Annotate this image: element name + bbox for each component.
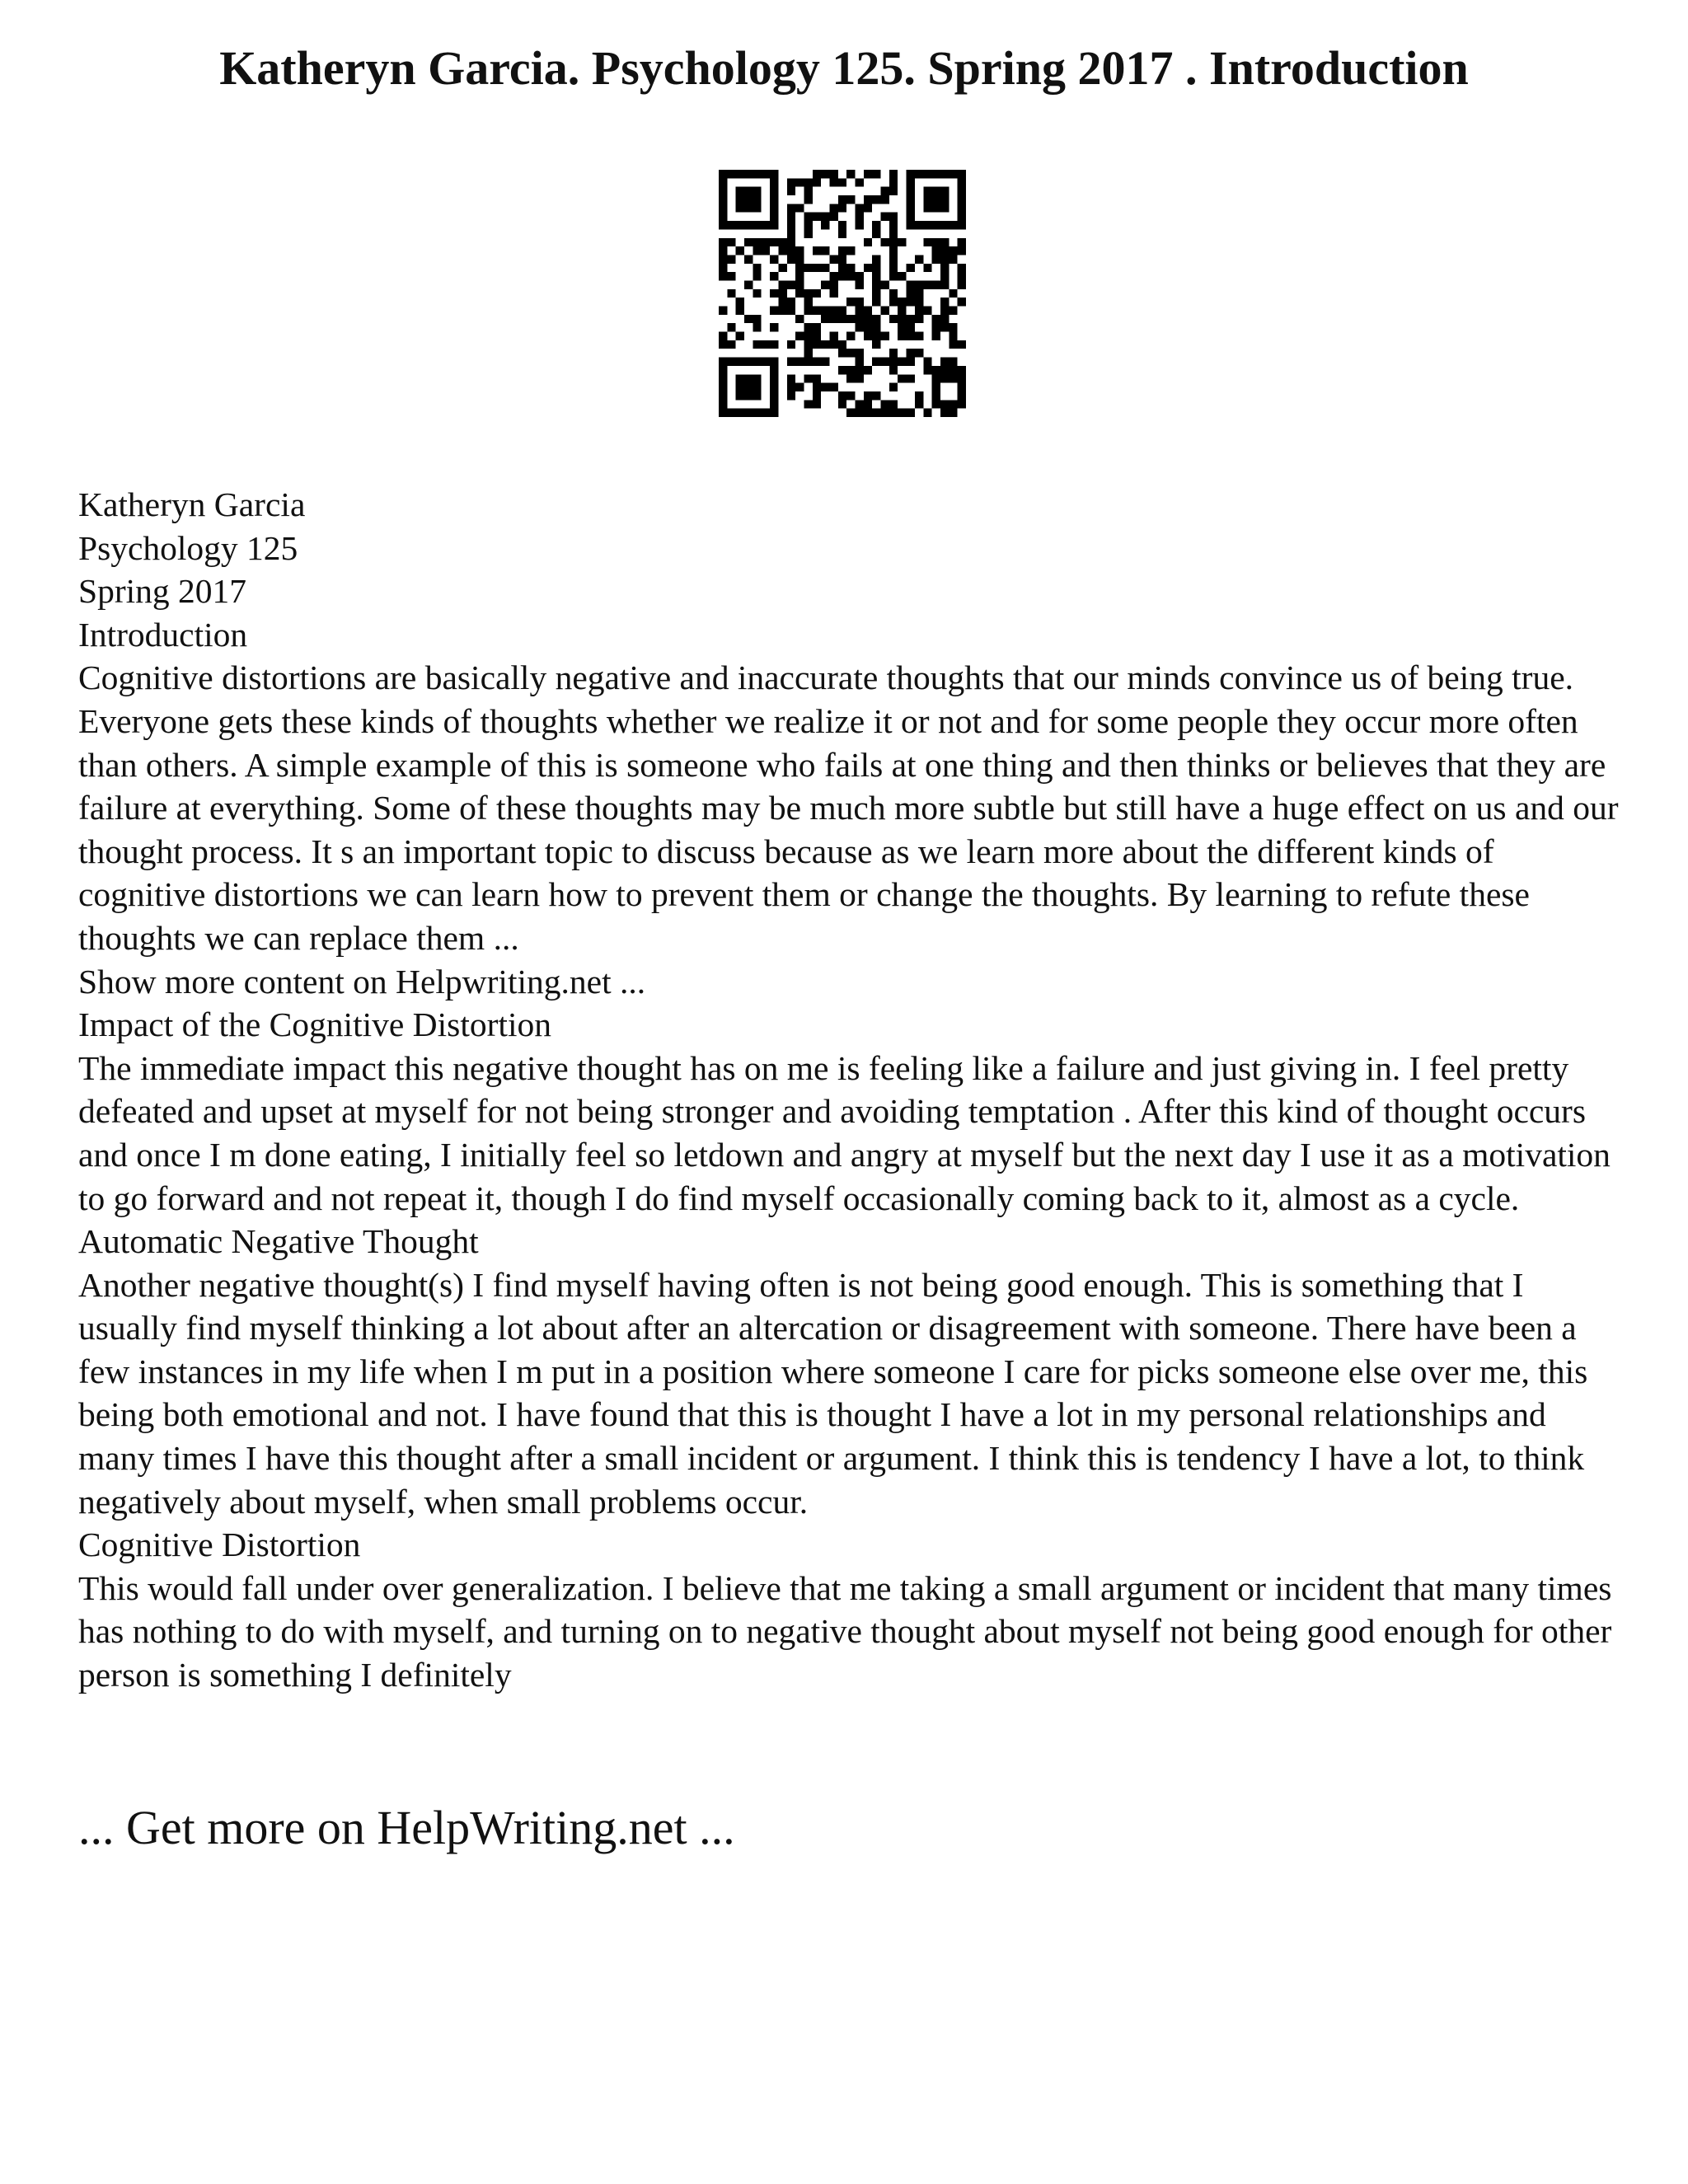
essay-body — [78, 483, 1628, 1697]
term: Spring 2017 — [78, 572, 247, 611]
show-more-link[interactable]: Show more content on Helpwriting.net ... — [78, 962, 646, 1001]
section-heading-automatic-thought: Automatic Negative Thought — [78, 1222, 479, 1261]
cognitive-distortion-paragraph: This would fall under over generalization. I believe that me taking a small argument or incident that many times has nothing to do with myself, and turning on to negative thought about myself not being good enough for other person is something I definitely — [78, 1568, 1620, 1694]
section-heading-impact: Impact of the Cognitive Distortion — [78, 1005, 551, 1044]
automatic-thought-paragraph: Another negative thought(s) I find myself having often is not being good enough. This is something that I usually find myself thinking a lot about after an altercation or disagreement with someone. There have been a few instances in my life when I m put in a position where someone I care for picks someone else over me, this being both emotional and not. I have found that this is thought I have a lot in my personal relationships and many times I have this thought after a small incident or argument. I think this is tendency I have a lot, to think negatively about myself, when small problems occur. — [78, 1265, 1597, 1521]
get-more-link[interactable]: ... Get more on HelpWriting.net ... — [78, 1801, 735, 1854]
page-title: Katheryn Garcia. Psychology 125. Spring 2017 . Introduction — [219, 41, 1469, 95]
impact-paragraph: The immediate impact this negative thought has on me is feeling like a failure and just giving in. I feel pretty defeated and upset at myself for not being stronger and avoiding temptation . After this kind of thought occurs and once I m done eating, I initially feel so letdown and angry at myself but the next day I use it as a motivation to go forward and not repeat it, though I do find myself occasionally coming back to it, almost as a cycle. — [78, 1048, 1620, 1217]
qr-code-icon — [719, 170, 966, 417]
qr-code[interactable] — [719, 170, 966, 417]
section-heading-cognitive-distortion: Cognitive Distortion — [78, 1526, 361, 1564]
intro-paragraph: Cognitive distortions are basically negative and inaccurate thoughts that our minds convince us of being true. Everyone gets these kinds of thoughts whether we realize it or not and for some people they occur more often than others. A simple example of this is someone who fails at one thing and then thinks or believes that they are failure at everything. Some of these thoughts may be much more subtle but still have a huge effect on us and our thought process. It s an important topic to discuss because as we learn more about the different kinds of cognitive distortions we can learn how to prevent them or change the thoughts. By learning to refute these thoughts we can replace them ... — [78, 658, 1627, 957]
section-heading-introduction: Introduction — [78, 615, 248, 654]
course-name: Psychology 125 — [78, 528, 298, 567]
author-name: Katheryn Garcia — [78, 485, 306, 523]
